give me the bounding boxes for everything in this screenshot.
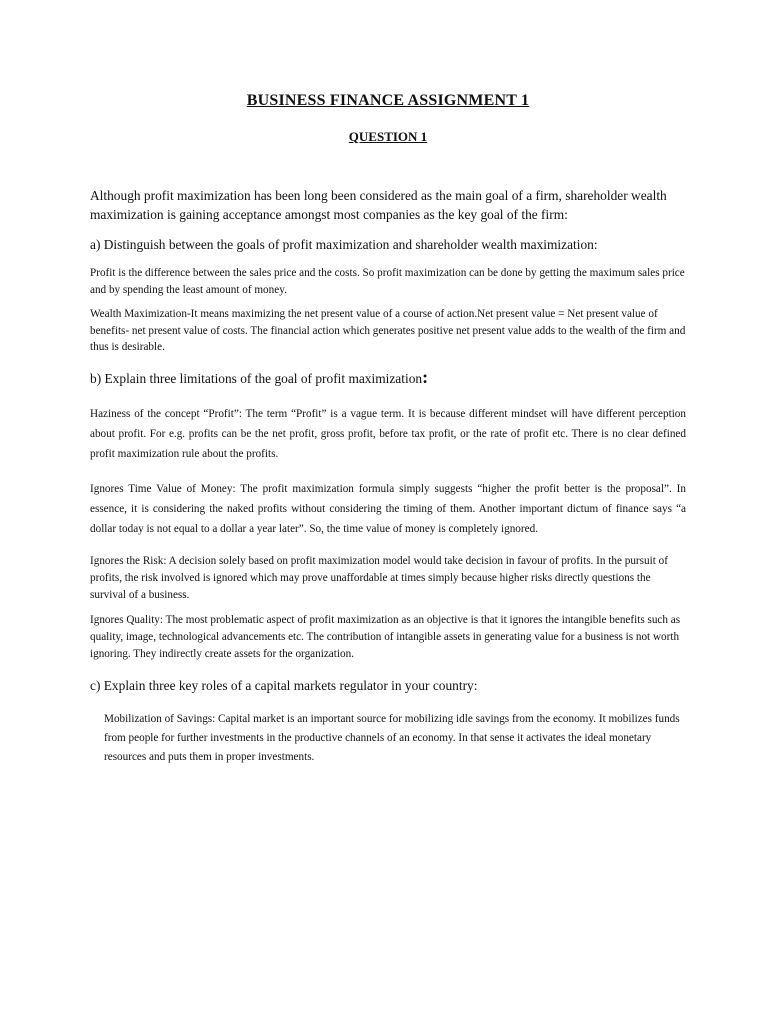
part-c-paragraph-savings: Mobilization of Savings: Capital market is an important source for mobilizing idle savings from the economy. It mobilizes funds from people for further investments in the productive channels of an economy. In that sense it activates the ideal monetary resources and puts them in proper investments.	[104, 712, 680, 763]
part-b-question-colon: :	[422, 366, 429, 387]
document-title: BUSINESS FINANCE ASSIGNMENT 1	[246, 92, 530, 109]
part-c-question: c) Explain three key roles of a capital markets regulator in your country:	[90, 677, 478, 693]
part-b-question-text: b) Explain three limitations of the goal of profit maximization	[90, 370, 423, 386]
part-b-question	[90, 368, 686, 388]
part-b-paragraph-risk: Ignores the Risk: A decision solely based on profit maximization model would take decision in favour of profits. In the pursuit of profits, the risk involved is ignored which may prove unaffordable at times simply because higher risks directly questions the survival of a business.	[90, 554, 668, 601]
part-a-question: a) Distinguish between the goals of profit maximization and shareholder wealth maximization:	[90, 237, 598, 252]
intro-paragraph: Although profit maximization has been long been considered as the main goal of a firm, shareholder wealth maximization is gaining acceptance amongst most companies as the key goal of the firm:	[90, 188, 667, 222]
part-a-paragraph-profit: Profit is the difference between the sales price and the costs. So profit maximization can be done by getting the maximum sales price and by spending the least amount of money.	[90, 267, 685, 296]
part-b-paragraph-time-value: Ignores Time Value of Money: The profit maximization formula simply suggests “higher the profit better is the proposal”. In essence, it is considering the naked profits without considering the timing of them. Another important dictum of finance says “a dollar today is not equal to a dollar a year later”. So, the time value of money is completely ignored.	[90, 482, 686, 535]
part-b-paragraph-quality: Ignores Quality: The most problematic aspect of profit maximization as an objective is that it ignores the intangible benefits such as quality, image, technological advancements etc. The contribution of intangible assets in generating value for a business is not worth ignoring. They indirectly create assets for the organization.	[90, 613, 681, 660]
part-a-paragraph-wealth: Wealth Maximization-It means maximizing the net present value of a course of action.Net present value = Net present value of benefits- net present value of costs. The financial action which generates positive net present value adds to the wealth of the firm and thus is desirable.	[90, 308, 686, 353]
question-heading: QUESTION 1	[348, 129, 428, 144]
part-b-paragraph-haziness: Haziness of the concept “Profit”: The term “Profit” is a vague term. It is because different mindset will have different perception about profit. For e.g. profits can be the net profit, gross profit, before tax profit, or the rate of profit etc. There is no clear defined profit maximization rule about the profits.	[90, 407, 686, 460]
